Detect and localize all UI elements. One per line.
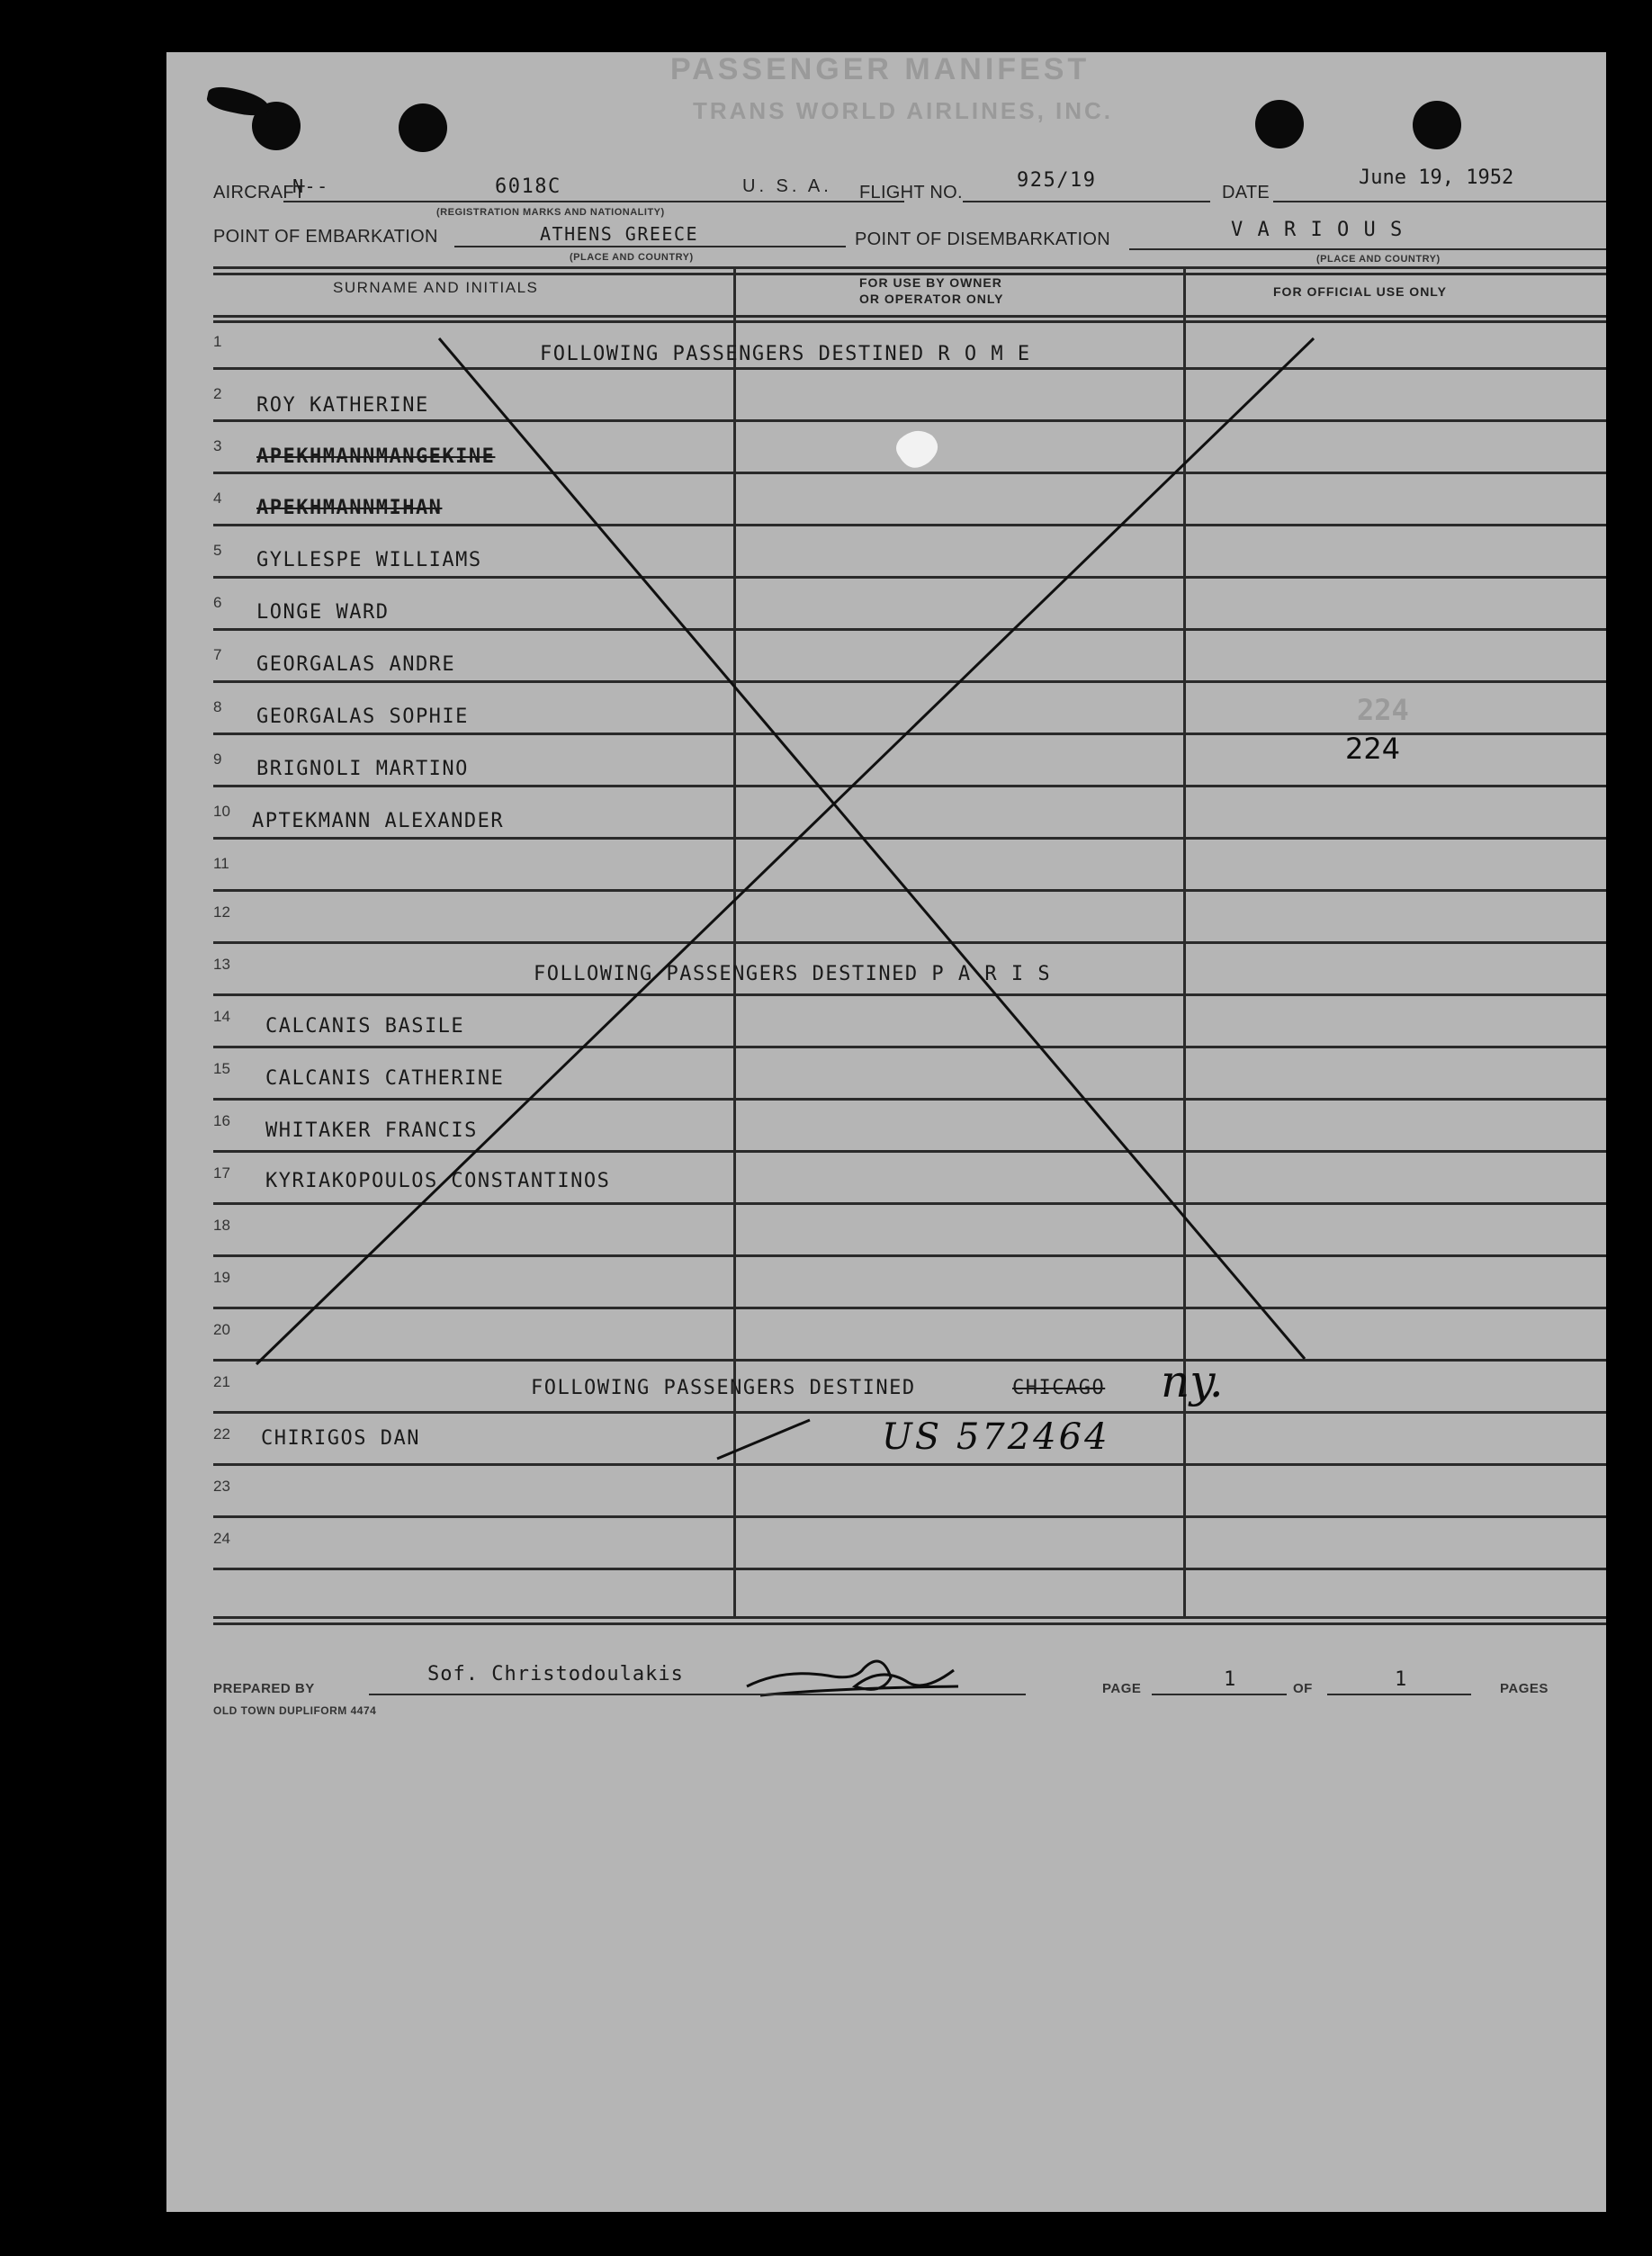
manifest-sheet xyxy=(166,52,1606,2212)
row-number: 13 xyxy=(213,956,230,973)
date-value: June 19, 1952 xyxy=(1359,166,1514,189)
row-number: 17 xyxy=(213,1164,230,1182)
row-number: 1 xyxy=(213,333,222,350)
of-label: OF xyxy=(1293,1681,1313,1696)
row-number: 4 xyxy=(213,490,222,507)
passenger-name: GEORGALAS ANDRE xyxy=(256,653,456,676)
total-pages: 1 xyxy=(1395,1668,1408,1691)
embarkation-value: ATHENS GREECE xyxy=(540,223,699,245)
row-number: 3 xyxy=(213,437,222,454)
aircraft-label: AIRCRAFT xyxy=(213,183,306,202)
column-head-surname: SURNAME AND INITIALS xyxy=(333,279,539,296)
column-head-owner-2: OR OPERATOR ONLY xyxy=(859,292,1004,306)
passenger-name-struck: APEKHMANNMANGEKINE xyxy=(256,445,496,468)
passenger-name: ROY KATHERINE xyxy=(256,394,429,417)
handwritten-destination: ny. xyxy=(1161,1355,1224,1407)
flight-label: FLIGHT NO. xyxy=(859,183,963,202)
row-number: 16 xyxy=(213,1112,230,1129)
handwritten-passport-number: US 572464 xyxy=(882,1416,1110,1458)
destination-heading: FOLLOWING PASSENGERS DESTINED xyxy=(531,1377,916,1399)
signature-image xyxy=(742,1652,994,1706)
passenger-name: GEORGALAS SOPHIE xyxy=(256,706,469,728)
row-number: 6 xyxy=(213,594,222,611)
pages-underline xyxy=(1327,1694,1471,1695)
row-number: 20 xyxy=(213,1321,230,1338)
row-number: 14 xyxy=(213,1008,230,1025)
prepared-by-label: PREPARED BY xyxy=(213,1681,315,1696)
official-number: 224 xyxy=(1345,732,1401,766)
passenger-name: CALCANIS CATHERINE xyxy=(265,1067,505,1090)
aircraft-prefix: N-- xyxy=(292,175,329,197)
flight-number: 925/19 xyxy=(1017,169,1097,192)
passenger-name-struck: APEKHMANNMIHAN xyxy=(256,497,443,519)
passenger-name: KYRIAKOPOULOS CONSTANTINOS xyxy=(265,1170,611,1192)
row-number: 8 xyxy=(213,698,222,715)
row-number: 15 xyxy=(213,1060,230,1077)
row-number: 18 xyxy=(213,1217,230,1234)
row-number: 22 xyxy=(213,1425,230,1443)
column-head-official: FOR OFFICIAL USE ONLY xyxy=(1273,284,1447,299)
row-number: 9 xyxy=(213,751,222,768)
passenger-name: APTEKMANN ALEXANDER xyxy=(252,810,505,832)
row-number: 5 xyxy=(213,542,222,559)
row-number: 7 xyxy=(213,646,222,663)
pages-label: PAGES xyxy=(1500,1681,1549,1696)
embarkation-label: POINT OF EMBARKATION xyxy=(213,227,438,247)
passenger-name: CALCANIS BASILE xyxy=(265,1015,465,1038)
cross-out-stroke xyxy=(256,338,1314,1364)
cross-out-stroke xyxy=(439,338,1305,1359)
column-head-owner-1: FOR USE BY OWNER xyxy=(859,275,1002,290)
row-number: 23 xyxy=(213,1478,230,1495)
row-number: 11 xyxy=(213,855,229,872)
row-number: 12 xyxy=(213,903,230,921)
page-label: PAGE xyxy=(1102,1681,1142,1696)
page-underline xyxy=(1152,1694,1287,1695)
manifest-title: PASSENGER MANIFEST xyxy=(670,52,1091,86)
prepared-underline xyxy=(369,1694,1026,1695)
form-identifier: OLD TOWN DUPLIFORM 4474 xyxy=(213,1704,377,1717)
row-number: 24 xyxy=(213,1530,230,1547)
tick-mark-stroke xyxy=(717,1420,810,1459)
destination-heading: FOLLOWING PASSENGERS DESTINED R O M E xyxy=(540,343,1031,365)
row-number: 21 xyxy=(213,1373,230,1390)
prepared-by-name: Sof. Christodoulakis xyxy=(427,1663,684,1685)
nationality: U. S. A. xyxy=(742,176,832,196)
row-number: 19 xyxy=(213,1269,230,1286)
airline-name: TRANS WORLD AIRLINES, INC. xyxy=(693,97,1114,124)
page-number: 1 xyxy=(1224,1668,1237,1691)
pen-marks-overlay xyxy=(166,52,1606,1672)
registration-note: (REGISTRATION MARKS AND NATIONALITY) xyxy=(436,207,665,218)
date-label: DATE xyxy=(1222,183,1270,202)
row-number: 10 xyxy=(213,803,230,820)
ink-splotch xyxy=(896,431,938,468)
passenger-name: BRIGNOLI MARTINO xyxy=(256,758,469,780)
passenger-name: WHITAKER FRANCIS xyxy=(265,1119,478,1142)
official-stamp-number: 224 xyxy=(1357,693,1409,727)
passenger-name: CHIRIGOS DAN xyxy=(261,1427,420,1450)
struck-destination: CHICAGO xyxy=(1012,1377,1106,1399)
disembarkation-label: POINT OF DISEMBARKATION xyxy=(855,229,1110,249)
row-number: 2 xyxy=(213,385,222,402)
passenger-name: LONGE WARD xyxy=(256,601,390,624)
place-note-2: (PLACE AND COUNTRY) xyxy=(1316,254,1441,265)
destination-heading: FOLLOWING PASSENGERS DESTINED P A R I S xyxy=(534,963,1052,985)
passenger-name: GYLLESPE WILLIAMS xyxy=(256,549,482,571)
aircraft-registration: 6018C xyxy=(495,175,561,198)
disembarkation-value: V A R I O U S xyxy=(1231,219,1404,241)
place-note: (PLACE AND COUNTRY) xyxy=(570,252,694,263)
